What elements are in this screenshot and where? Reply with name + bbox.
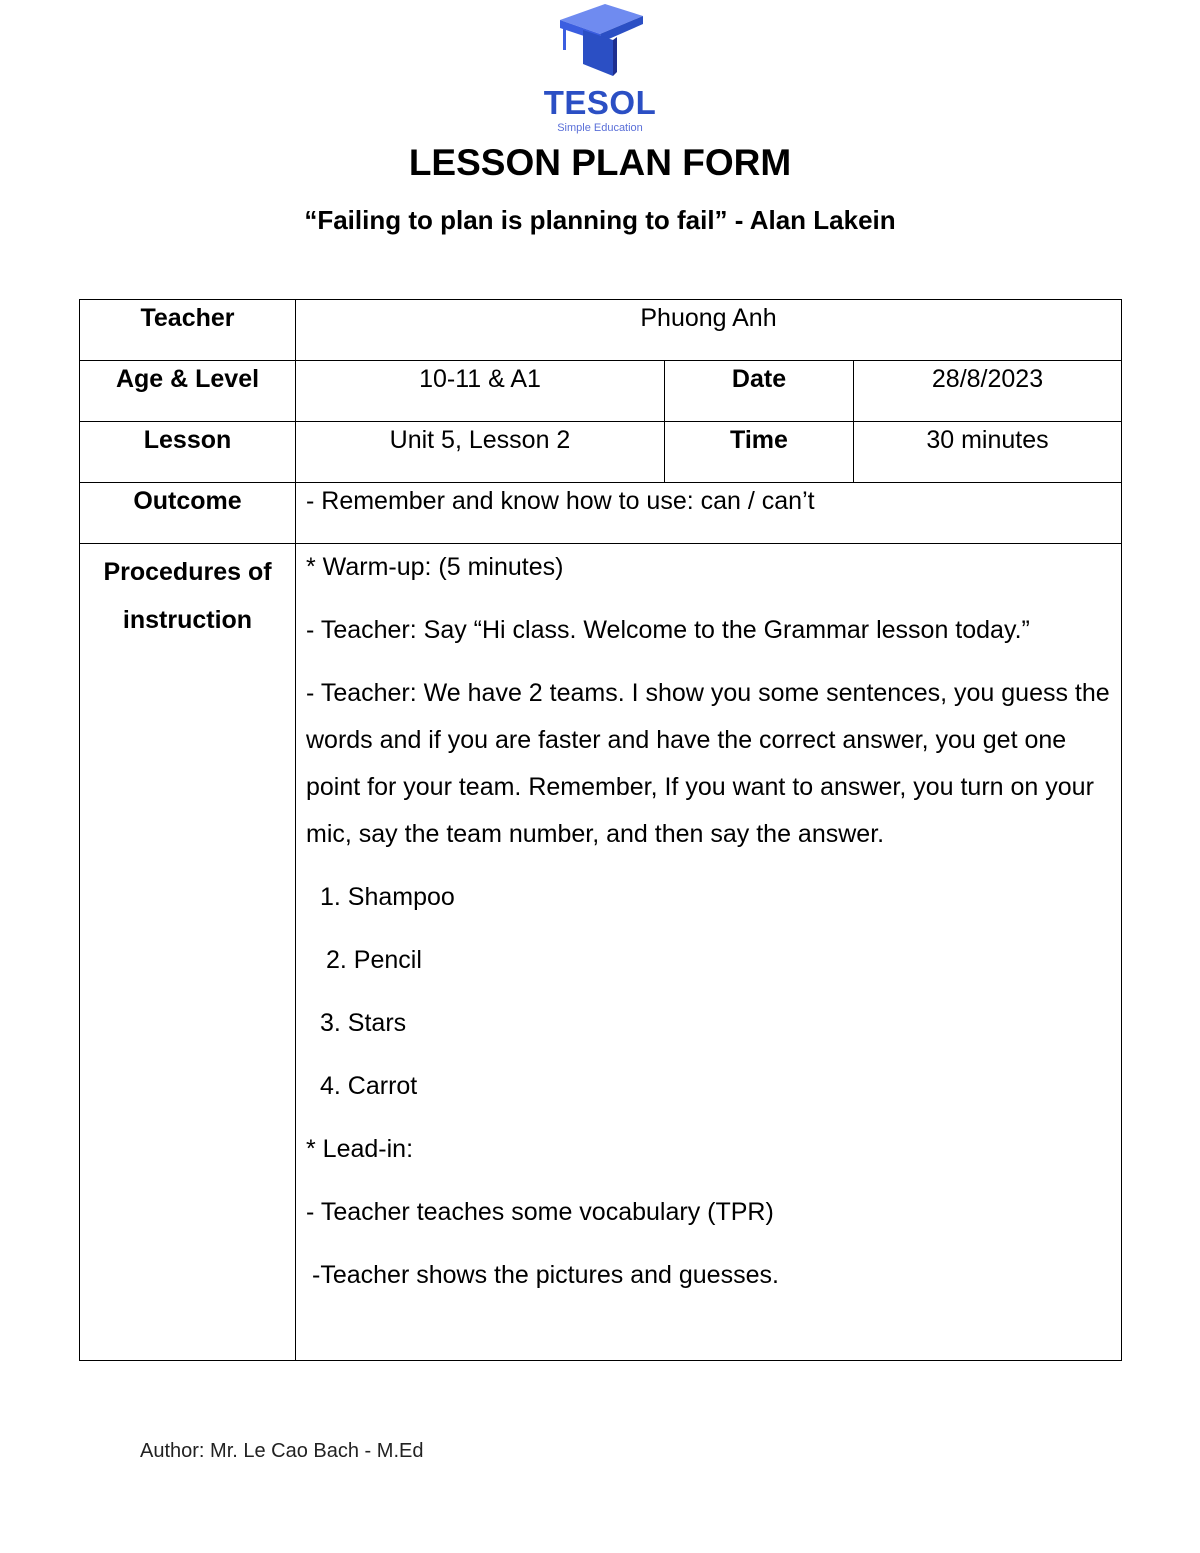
warmup-heading: * Warm-up: (5 minutes)	[306, 553, 564, 581]
procedures-label	[80, 544, 296, 1361]
row-lesson	[80, 422, 1122, 483]
teacher-value: Phuong Anh	[296, 300, 1122, 361]
logo-tagline: Simple Education	[557, 122, 643, 134]
date-value: 28/8/2023	[854, 361, 1122, 422]
procedures-label-line-2: instruction	[122, 606, 253, 634]
list-item: 1. Shampoo	[320, 883, 455, 911]
teams-step: - Teacher: We have 2 teams. I show you some sentences, you guess the words and if you are faster and have the correct answer, you get one point for your team. Remember, If you want to answer, you turn on your mic, say the team number, and then say the answer.	[306, 679, 1110, 848]
row-outcome	[80, 483, 1122, 544]
vocab-step: - Teacher teaches some vocabulary (TPR)	[306, 1198, 774, 1226]
age-value: 10-11 & A1	[296, 361, 665, 422]
age-label: Age & Level	[80, 361, 296, 422]
pictures-step: -Teacher shows the pictures and guesses.	[312, 1261, 779, 1289]
page-quote: “Failing to plan is planning to fail” - Alan Lakein	[304, 205, 896, 235]
logo-brand: TESOL	[543, 84, 657, 121]
procedures-content	[296, 544, 1122, 1361]
lesson-plan-table	[79, 299, 1122, 1361]
list-item: 2. Pencil	[326, 946, 422, 974]
outcome-value: - Remember and know how to use: can / can’t	[296, 483, 1122, 544]
procedures-label-line-1: Procedures of	[103, 558, 272, 586]
lesson-value: Unit 5, Lesson 2	[296, 422, 665, 483]
teacher-say-step: - Teacher: Say “Hi class. Welcome to the Grammar lesson today.”	[306, 616, 1030, 644]
page-title: LESSON PLAN FORM	[408, 142, 792, 183]
leadin-heading: * Lead-in:	[306, 1135, 414, 1163]
time-label: Time	[665, 422, 854, 483]
tesol-logo	[530, 2, 670, 137]
row-procedures	[80, 544, 1122, 1361]
graduation-cap-icon	[555, 2, 645, 82]
lesson-label: Lesson	[80, 422, 296, 483]
outcome-label: Outcome	[80, 483, 296, 544]
list-item: 3. Stars	[320, 1009, 407, 1037]
date-label: Date	[665, 361, 854, 422]
list-item: 4. Carrot	[320, 1072, 418, 1100]
teacher-label: Teacher	[80, 300, 296, 361]
row-age	[80, 361, 1122, 422]
time-value: 30 minutes	[854, 422, 1122, 483]
row-teacher	[80, 300, 1122, 361]
author-footer: Author: Mr. Le Cao Bach - M.Ed	[140, 1440, 424, 1462]
